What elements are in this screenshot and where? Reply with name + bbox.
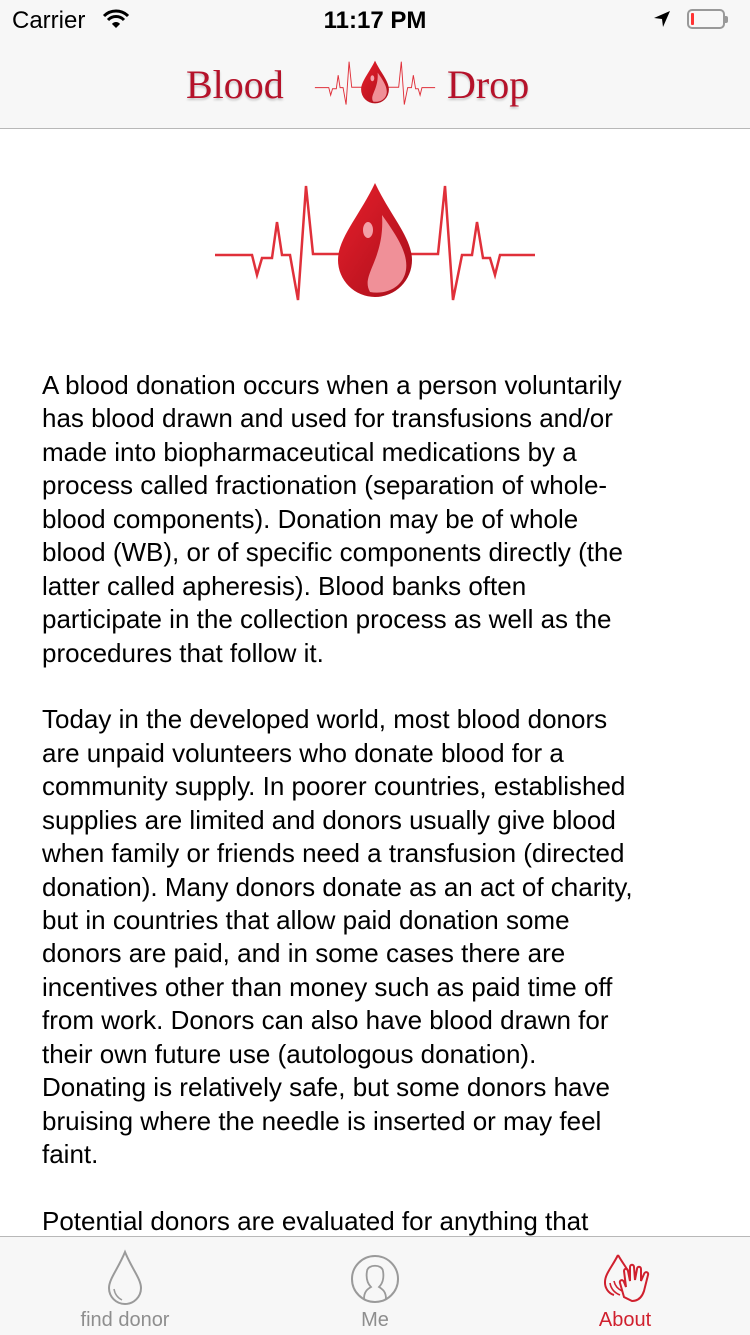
text-line: blood components). Donation may be of whole xyxy=(42,503,579,534)
text-line: Potential donors are evaluated for anything that xyxy=(42,1205,589,1236)
tab-bar xyxy=(0,1236,750,1335)
tab-about[interactable] xyxy=(500,1237,750,1335)
text-line: incentives other than money such as paid time off xyxy=(42,971,613,1002)
drop-icon xyxy=(100,1249,150,1305)
blood-drop-logo-icon xyxy=(313,54,437,110)
text-line: participate in the collection process as well as the xyxy=(42,604,612,635)
status-bar xyxy=(0,0,750,40)
hero-blood-drop-ecg-icon xyxy=(210,170,540,310)
text-line: when family or friends need a transfusion (directed xyxy=(42,838,625,869)
paragraph-gap xyxy=(42,670,722,703)
battery-icon xyxy=(687,9,725,29)
hand-drop-icon xyxy=(600,1249,656,1305)
text-line: faint. xyxy=(42,1139,99,1170)
text-line: process called fractionation (separation of whole- xyxy=(42,470,608,501)
text-line: supplies are limited and donors usually give blood xyxy=(42,804,616,835)
text-line: but in countries that allow paid donation some xyxy=(42,905,570,935)
paragraph-gap xyxy=(42,1172,722,1205)
location-arrow-icon xyxy=(652,9,672,29)
tab-label: Me xyxy=(361,1309,389,1331)
person-icon xyxy=(350,1249,400,1305)
text-line: from work. Donors can also have blood drawn for xyxy=(42,1005,609,1036)
tab-label: About xyxy=(598,1309,652,1331)
text-line: Today in the developed world, most blood donors xyxy=(42,704,608,735)
about-text xyxy=(42,369,722,1238)
paragraph xyxy=(42,369,722,670)
text-line: procedures that follow it. xyxy=(42,637,324,668)
tab-me[interactable] xyxy=(250,1237,500,1335)
brand-title-right: Drop xyxy=(447,62,530,107)
text-line: made into biopharmaceutical medications by a xyxy=(42,436,577,467)
nav-bar xyxy=(0,40,750,129)
text-line: donors are paid, and in some cases there are xyxy=(42,938,566,969)
text-line: are unpaid volunteers who donate blood for a xyxy=(42,737,564,768)
tab-label: find donor xyxy=(80,1309,170,1331)
paragraph xyxy=(42,703,722,1171)
text-line: community supply. In poorer countries, established xyxy=(42,771,626,802)
text-line: A blood donation occurs when a person voluntarily xyxy=(42,370,622,400)
text-line: their own future use (autologous donation). xyxy=(42,1038,537,1069)
tab-find-donor[interactable] xyxy=(0,1237,250,1335)
text-line: bruising where the needle is inserted or may feel xyxy=(42,1105,602,1136)
brand-title-left: Blood xyxy=(186,62,284,107)
status-time: 11:17 PM xyxy=(323,7,427,34)
text-line: donation). Many donors donate as an act of charity, xyxy=(42,871,633,902)
paragraph xyxy=(42,1205,722,1238)
text-line: has blood drawn and used for transfusions and/or xyxy=(42,403,613,434)
text-line: Donating is relatively safe, but some donors have xyxy=(42,1072,610,1103)
carrier-label: Carrier xyxy=(12,7,86,34)
text-line: blood (WB), or of specific components directly (the xyxy=(42,537,623,568)
text-line: latter called apheresis). Blood banks often xyxy=(42,570,527,601)
